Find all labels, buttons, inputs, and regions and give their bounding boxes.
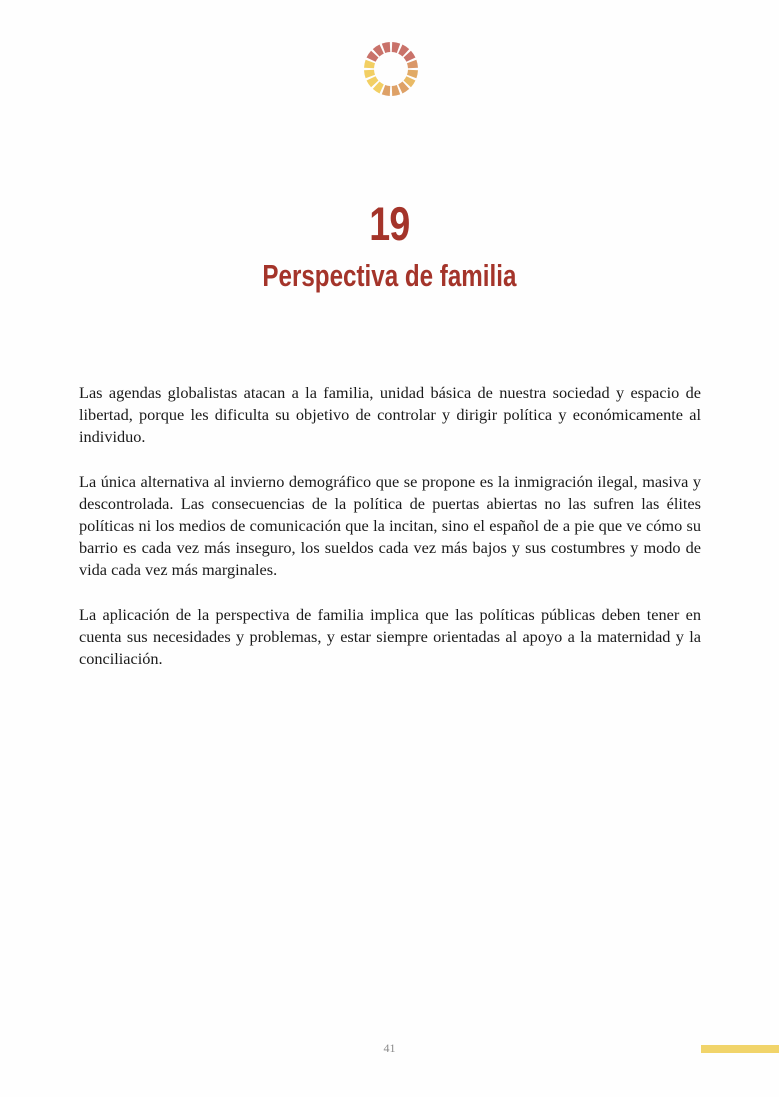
chapter-title: Perspectiva de familia	[262, 258, 517, 293]
segmented-ring-icon	[363, 41, 419, 97]
chapter-number: 19	[369, 197, 410, 250]
logo-segment	[407, 60, 418, 68]
paragraph: La única alternativa al invierno demográfico que se propone es la inmigración ilegal, masiva y descontrolada. Las consecuencias de la política de puertas abiertas no las sufren las élites políticas ni los medios de comunicación que la incitan, sino el español de a pie que ve cómo su barrio es cada vez más inseguro, los sueldos cada vez más bajos y sus costumbres y modo de vida cada vez más marginales.	[79, 471, 701, 580]
paragraph: La aplicación de la perspectiva de familia implica que las políticas públicas deben tener en cuenta sus necesidades y problemas, y estar siempre orientadas al apoyo a la maternidad y la conciliación.	[79, 604, 701, 669]
logo-segment	[382, 85, 390, 96]
footer-accent-bar	[701, 1045, 779, 1053]
logo-segment	[382, 42, 390, 53]
logo-segment	[364, 60, 375, 68]
paragraph: Las agendas globalistas atacan a la familia, unidad básica de nuestra sociedad y espacio de libertad, porque les dificulta su objetivo de controlar y dirigir política y económicamente al individuo.	[79, 383, 701, 447]
page-number: 41	[383, 1041, 396, 1055]
logo-segment	[364, 70, 375, 78]
body-text	[79, 382, 701, 692]
logo-segment	[407, 70, 418, 78]
logo-segment	[392, 42, 400, 53]
logo-segment	[392, 85, 400, 96]
